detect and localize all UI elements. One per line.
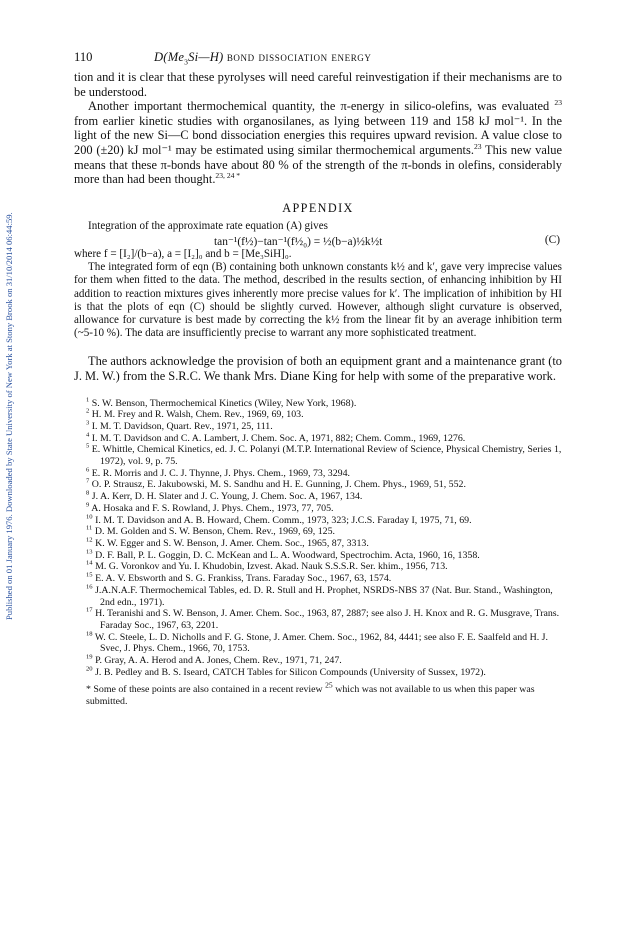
equation-c xyxy=(74,233,562,248)
reference-number: 13 xyxy=(86,548,93,556)
reference-number: 17 xyxy=(86,606,93,614)
reference-text: J. B. Pedley and B. S. Iseard, CATCH Tables for Silicon Compounds (University of Sussex, 1972). xyxy=(95,666,486,678)
reference-item xyxy=(86,421,562,433)
reference-text: A. Hosaka and F. S. Rowland, J. Phys. Chem., 1973, 77, 705. xyxy=(91,502,334,514)
citation-25: 25 xyxy=(325,681,333,691)
reference-text: M. G. Voronkov and Yu. I. Khudobin, Izvest. Akad. Nauk S.S.S.R. Ser. khim., 1956, 713. xyxy=(95,561,448,573)
intro-paragraph-1: tion and it is clear that these pyrolyses will need careful reinvestigation if their mechanisms are to be understood. xyxy=(74,70,562,99)
journal-page xyxy=(74,50,562,708)
reference-item xyxy=(86,538,562,550)
page-number: 110 xyxy=(74,50,93,64)
reference-number: 5 xyxy=(86,443,90,451)
reference-number: 8 xyxy=(86,489,90,497)
reference-text: J. A. Kerr, D. H. Slater and J. C. Young, J. Chem. Soc. A, 1967, 134. xyxy=(91,491,363,503)
reference-text: D. M. Golden and S. W. Benson, Chem. Rev., 1969, 69, 125. xyxy=(94,526,336,538)
reference-item xyxy=(86,561,562,573)
reference-text: E. R. Morris and J. C. J. Thynne, J. Phys. Chem., 1969, 73, 3294. xyxy=(91,467,350,479)
download-watermark-text: Published on 01 January 1976. Downloaded by State University of New York at Stony Brook on 31/10/2014 06:44:59. xyxy=(4,212,14,620)
reference-item xyxy=(86,573,562,585)
reference-item xyxy=(86,667,562,679)
reference-text: E. Whittle, Chemical Kinetics, ed. J. C. Polanyi (M.T.P. International Review of Science, Physical Chemistry, Series 1, 1972), vol. 9, p. 75. xyxy=(91,444,562,468)
reference-text: O. P. Strausz, E. Jakubowski, M. S. Sandhu and H. E. Gunning, J. Chem. Phys., 1969, 51, 552. xyxy=(91,479,466,491)
reference-number: 14 xyxy=(86,560,93,568)
reference-item xyxy=(86,468,562,480)
reference-number: 1 xyxy=(86,396,90,404)
appendix-lead: Integration of the approximate rate equation (A) gives xyxy=(88,219,328,232)
reference-number: 11 xyxy=(86,525,93,532)
intro-paragraph-2 xyxy=(74,99,562,187)
reference-item xyxy=(86,503,562,515)
reference-text: E. A. V. Ebsworth and S. G. Frankiss, Trans. Faraday Soc., 1967, 63, 1574. xyxy=(95,573,392,585)
reference-number: 4 xyxy=(86,431,90,439)
reference-text: H. Teranishi and S. W. Benson, J. Amer. Chem. Soc., 1963, 87, 2887; see also J. H. Knox and R. G. Musgrave, Trans. Faraday Soc., 1967, 63, 2201. xyxy=(95,608,560,631)
appendix-heading: APPENDIX xyxy=(282,200,354,215)
reference-item xyxy=(86,409,562,421)
reference-item xyxy=(86,444,562,467)
citation-23b: 23 xyxy=(473,141,482,151)
footnote xyxy=(74,681,562,708)
running-title xyxy=(154,50,562,65)
citation-23-24: 23, 24 * xyxy=(215,171,241,181)
reference-text: I. M. T. Davidson, Quart. Rev., 1971, 25, 111. xyxy=(91,420,273,432)
reference-text: W. C. Steele, L. D. Nicholls and F. G. Stone, J. Amer. Chem. Soc., 1962, 84, 4441; see also F. E. Saalfeld and H. J. Svec, J. Phys. Chem., 1966, 70, 1753. xyxy=(94,631,548,655)
reference-item xyxy=(86,585,562,608)
reference-list xyxy=(74,398,562,679)
reference-item xyxy=(86,433,562,445)
reference-text: I. M. T. Davidson and A. B. Howard, Chem. Comm., 1973, 323; J.C.S. Faraday I, 1975, 71, 69. xyxy=(95,514,472,526)
footnote-b: which was not available to us when this paper was submitted. xyxy=(86,684,535,708)
reference-number: 10 xyxy=(86,513,93,521)
download-watermark xyxy=(4,60,18,620)
running-title-mid: Si—H) xyxy=(188,50,227,64)
running-header xyxy=(74,50,562,70)
reference-number: 16 xyxy=(86,583,93,591)
reference-number: 18 xyxy=(86,630,93,638)
reference-item xyxy=(86,655,562,667)
running-title-prefix: D(Me xyxy=(154,50,185,64)
reference-number: 3 xyxy=(86,419,90,427)
footnote-a: * Some of these points are also contained in a recent review xyxy=(86,684,326,696)
reference-number: 7 xyxy=(86,478,90,486)
reference-item xyxy=(86,608,562,631)
reference-text: P. Gray, A. A. Herod and A. Jones, Chem. Rev., 1971, 71, 247. xyxy=(95,655,342,667)
reference-text: K. W. Egger and S. W. Benson, J. Amer. Chem. Soc., 1965, 87, 3313. xyxy=(95,538,369,549)
acknowledgement: The authors acknowledge the provision of both an equipment grant and a maintenance grant (to J. M. W.) from the S.R.C. We thank Mrs. Diane King for help with some of the preparative work. xyxy=(74,354,562,383)
reference-text: H. M. Frey and R. Walsh, Chem. Rev., 1969, 69, 103. xyxy=(91,409,304,421)
reference-number: 15 xyxy=(86,571,93,579)
reference-text: D. F. Ball, P. L. Goggin, D. C. McKean and L. A. Woodward, Spectrochim. Acta, 1960, 16, 1358. xyxy=(95,549,480,561)
reference-item xyxy=(86,491,562,503)
equation-label: (C) xyxy=(544,233,560,246)
reference-text: J.A.N.A.F. Thermochemical Tables, ed. D. R. Stull and H. Prophet, NSRDS-NBS 37 (Nat. Bur. Stand., Washington, 2nd edn., 1971). xyxy=(95,584,553,608)
appendix-paragraph: The integrated form of eqn (B) containing both unknown constants k½ and k′, gave very imprecise values for them when fitted to the data. The method, described in the results section, of enhancing inhibition by HI addition to reaction mixtures gives inherently more precise values for k′. The implication of inhibition by HI is that the plots of eqn (C) should be slightly curved. However, although slight curvature is observed, allowance for curvature is best made by correcting the k½ from the linear fit by an average inhibition term (~5-10 %). The data are insufficiently precise to warrant any more sophisticated treatment. xyxy=(74,261,562,340)
reference-item xyxy=(86,632,562,655)
reference-number: 9 xyxy=(86,501,90,509)
reference-item xyxy=(86,398,562,410)
reference-text: S. W. Benson, Thermochemical Kinetics (Wiley, New York, 1968). xyxy=(91,397,357,409)
reference-item xyxy=(86,479,562,491)
citation-23: 23 xyxy=(554,98,562,108)
reference-number: 19 xyxy=(86,653,93,661)
intro-p2-a: Another important thermochemical quantity, the π-energy in silico-olefins, was evaluated xyxy=(88,99,555,114)
equation-where: where f = [I₂]/(b−a), a = [I₂]₀ and b = [Me₃SiH]₀. xyxy=(74,247,292,260)
running-title-sub: 3 xyxy=(184,57,189,67)
reference-number: 12 xyxy=(86,536,93,544)
reference-text: I. M. T. Davidson and C. A. Lambert, J. Chem. Soc. A, 1971, 882; Chem. Comm., 1969, 1276. xyxy=(91,432,466,444)
reference-item xyxy=(86,550,562,562)
reference-number: 2 xyxy=(86,407,90,415)
reference-number: 20 xyxy=(86,665,93,673)
intro-p2-c: This new value means that these π-bonds have about 80 % of the strength of the π-bonds in olefins, considerably more than had been thought. xyxy=(74,142,562,187)
reference-item xyxy=(86,515,562,527)
equation-text: tan⁻¹(f½)−tan⁻¹(f½₀) = ½(b−a)½k½t xyxy=(214,235,383,248)
intro-p2-b: from earlier kinetic studies with organosilanes, as lying between 119 and 158 kJ mol⁻¹. In the light of the new Si—C bond dissociation energies this requires upward revision. A value close to 200 (±20) kJ mol⁻¹ may be estimated using similar thermochemical arguments. xyxy=(74,113,562,157)
reference-number: 6 xyxy=(86,466,90,474)
running-title-caps: bond dissociation energy xyxy=(226,50,372,64)
reference-item xyxy=(86,526,562,538)
